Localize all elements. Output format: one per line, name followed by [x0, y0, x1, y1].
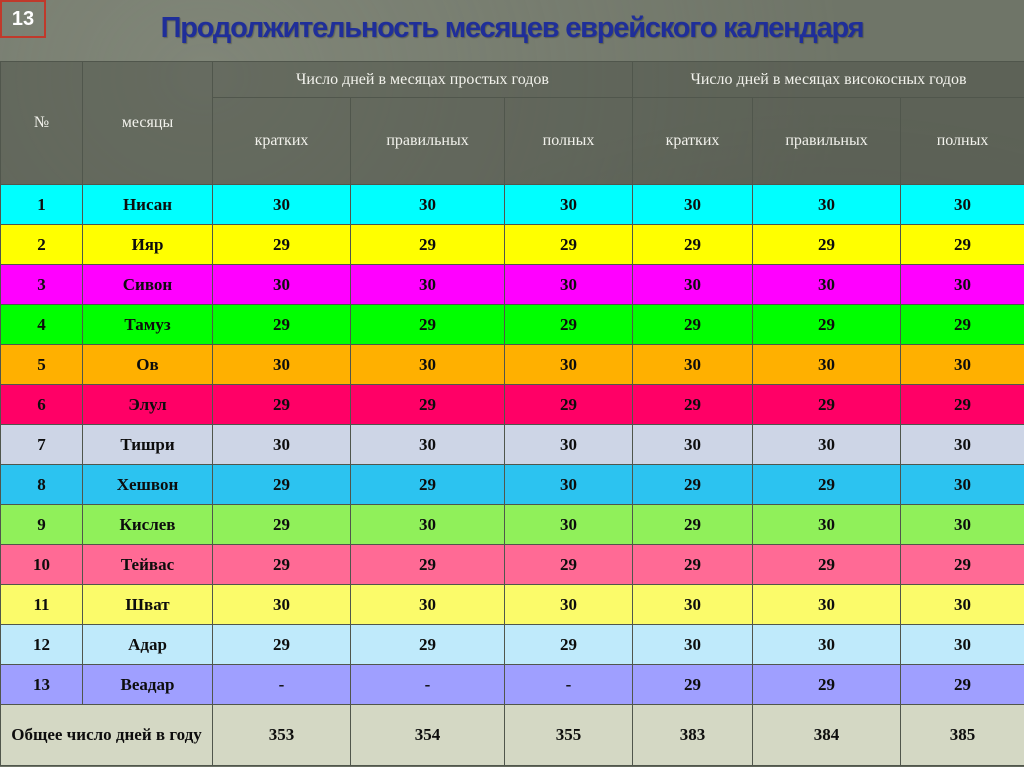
- days-cell: 30: [753, 345, 901, 385]
- header-num: №: [1, 62, 83, 185]
- days-cell: 30: [505, 265, 633, 305]
- days-cell: 29: [213, 625, 351, 665]
- days-cell: -: [351, 665, 505, 705]
- days-cell: 30: [505, 185, 633, 225]
- days-cell: 30: [633, 265, 753, 305]
- days-cell: 29: [901, 225, 1024, 265]
- days-cell: 30: [901, 585, 1024, 625]
- days-cell: 30: [213, 425, 351, 465]
- days-cell: 29: [633, 305, 753, 345]
- table-row: [1, 625, 1024, 665]
- days-cell: 29: [753, 465, 901, 505]
- table-row: [1, 385, 1024, 425]
- days-cell: 29: [213, 465, 351, 505]
- days-cell: 30: [901, 425, 1024, 465]
- month-name-cell: Элул: [83, 385, 213, 425]
- days-cell: 30: [633, 585, 753, 625]
- days-cell: 29: [505, 305, 633, 345]
- days-cell: 29: [753, 665, 901, 705]
- header-sub-full: полных: [901, 98, 1024, 185]
- row-number-cell: 3: [1, 265, 83, 305]
- days-cell: 30: [213, 585, 351, 625]
- slide-number: 13: [0, 0, 46, 38]
- days-cell: 30: [351, 185, 505, 225]
- days-cell: 29: [351, 385, 505, 425]
- days-cell: 30: [753, 625, 901, 665]
- total-days-cell: 354: [351, 705, 505, 766]
- days-cell: 30: [901, 465, 1024, 505]
- row-number-cell: 6: [1, 385, 83, 425]
- month-name-cell: Сивон: [83, 265, 213, 305]
- calendar-table: [0, 61, 1024, 766]
- days-cell: 30: [633, 625, 753, 665]
- days-cell: 30: [213, 345, 351, 385]
- month-name-cell: Тамуз: [83, 305, 213, 345]
- days-cell: 30: [505, 465, 633, 505]
- days-cell: 29: [213, 385, 351, 425]
- days-cell: 29: [351, 625, 505, 665]
- days-cell: 30: [753, 505, 901, 545]
- days-cell: 29: [213, 545, 351, 585]
- table-row: [1, 425, 1024, 465]
- days-cell: 30: [753, 265, 901, 305]
- row-number-cell: 12: [1, 625, 83, 665]
- days-cell: 30: [213, 265, 351, 305]
- days-cell: 30: [753, 425, 901, 465]
- table-row: [1, 465, 1024, 505]
- table-row: [1, 545, 1024, 585]
- month-name-cell: Ияр: [83, 225, 213, 265]
- days-cell: 29: [753, 305, 901, 345]
- month-name-cell: Нисан: [83, 185, 213, 225]
- days-cell: 30: [753, 185, 901, 225]
- days-cell: 30: [901, 185, 1024, 225]
- table-row: [1, 185, 1024, 225]
- header-sub-regular: правильных: [351, 98, 505, 185]
- total-days-cell: 383: [633, 705, 753, 766]
- header-leap-years: Число дней в месяцах високосных годов: [633, 62, 1024, 98]
- row-number-cell: 13: [1, 665, 83, 705]
- days-cell: 29: [351, 225, 505, 265]
- row-number-cell: 5: [1, 345, 83, 385]
- table-row: [1, 665, 1024, 705]
- days-cell: 29: [753, 225, 901, 265]
- days-cell: 29: [213, 305, 351, 345]
- days-cell: 30: [505, 425, 633, 465]
- row-number-cell: 9: [1, 505, 83, 545]
- days-cell: 29: [901, 385, 1024, 425]
- days-cell: 29: [633, 225, 753, 265]
- days-cell: 30: [633, 185, 753, 225]
- row-number-cell: 7: [1, 425, 83, 465]
- month-name-cell: Адар: [83, 625, 213, 665]
- days-cell: 30: [351, 585, 505, 625]
- row-number-cell: 11: [1, 585, 83, 625]
- row-number-cell: 8: [1, 465, 83, 505]
- row-number-cell: 2: [1, 225, 83, 265]
- slide-title: Продолжительность месяцев еврейского календаря: [160, 12, 864, 44]
- row-number-cell: 10: [1, 545, 83, 585]
- days-cell: 29: [505, 385, 633, 425]
- days-cell: 30: [505, 585, 633, 625]
- days-cell: 30: [633, 425, 753, 465]
- days-cell: 29: [753, 545, 901, 585]
- days-cell: 30: [351, 425, 505, 465]
- days-cell: 29: [633, 385, 753, 425]
- total-days-cell: 385: [901, 705, 1024, 766]
- days-cell: 30: [351, 505, 505, 545]
- header-simple-years: Число дней в месяцах простых годов: [213, 62, 633, 98]
- days-cell: 30: [901, 265, 1024, 305]
- table-row: [1, 585, 1024, 625]
- days-cell: 29: [633, 665, 753, 705]
- days-cell: 29: [901, 305, 1024, 345]
- table-row: [1, 265, 1024, 305]
- month-name-cell: Тишри: [83, 425, 213, 465]
- days-cell: 29: [901, 665, 1024, 705]
- days-cell: 29: [633, 545, 753, 585]
- days-cell: 29: [505, 545, 633, 585]
- header-sub-regular: правильных: [753, 98, 901, 185]
- days-cell: 30: [505, 345, 633, 385]
- total-days-cell: 355: [505, 705, 633, 766]
- header-sub-short: кратких: [213, 98, 351, 185]
- days-cell: -: [213, 665, 351, 705]
- total-label: Общее число дней в году: [1, 705, 213, 766]
- days-cell: 30: [901, 505, 1024, 545]
- days-cell: 29: [505, 625, 633, 665]
- table-row: [1, 225, 1024, 265]
- table-row: [1, 345, 1024, 385]
- total-days-cell: 384: [753, 705, 901, 766]
- month-name-cell: Ов: [83, 345, 213, 385]
- table-body: [1, 185, 1024, 766]
- days-cell: 30: [901, 345, 1024, 385]
- days-cell: 29: [213, 225, 351, 265]
- month-name-cell: Шват: [83, 585, 213, 625]
- month-name-cell: Хешвон: [83, 465, 213, 505]
- days-cell: -: [505, 665, 633, 705]
- days-cell: 29: [351, 465, 505, 505]
- days-cell: 29: [633, 505, 753, 545]
- days-cell: 29: [351, 305, 505, 345]
- header-month: месяцы: [83, 62, 213, 185]
- days-cell: 30: [901, 625, 1024, 665]
- total-days-cell: 353: [213, 705, 351, 766]
- month-name-cell: Веадар: [83, 665, 213, 705]
- days-cell: 29: [505, 225, 633, 265]
- header-sub-full: полных: [505, 98, 633, 185]
- row-number-cell: 1: [1, 185, 83, 225]
- row-number-cell: 4: [1, 305, 83, 345]
- days-cell: 30: [505, 505, 633, 545]
- days-cell: 30: [213, 185, 351, 225]
- month-name-cell: Тейвас: [83, 545, 213, 585]
- days-cell: 29: [213, 505, 351, 545]
- days-cell: 29: [633, 465, 753, 505]
- table-row: [1, 305, 1024, 345]
- days-cell: 30: [753, 585, 901, 625]
- header-sub-short: кратких: [633, 98, 753, 185]
- days-cell: 29: [351, 545, 505, 585]
- table-row: [1, 505, 1024, 545]
- days-cell: 30: [351, 265, 505, 305]
- total-row: [1, 705, 1024, 766]
- days-cell: 30: [633, 345, 753, 385]
- days-cell: 29: [901, 545, 1024, 585]
- days-cell: 29: [753, 385, 901, 425]
- month-name-cell: Кислев: [83, 505, 213, 545]
- days-cell: 30: [351, 345, 505, 385]
